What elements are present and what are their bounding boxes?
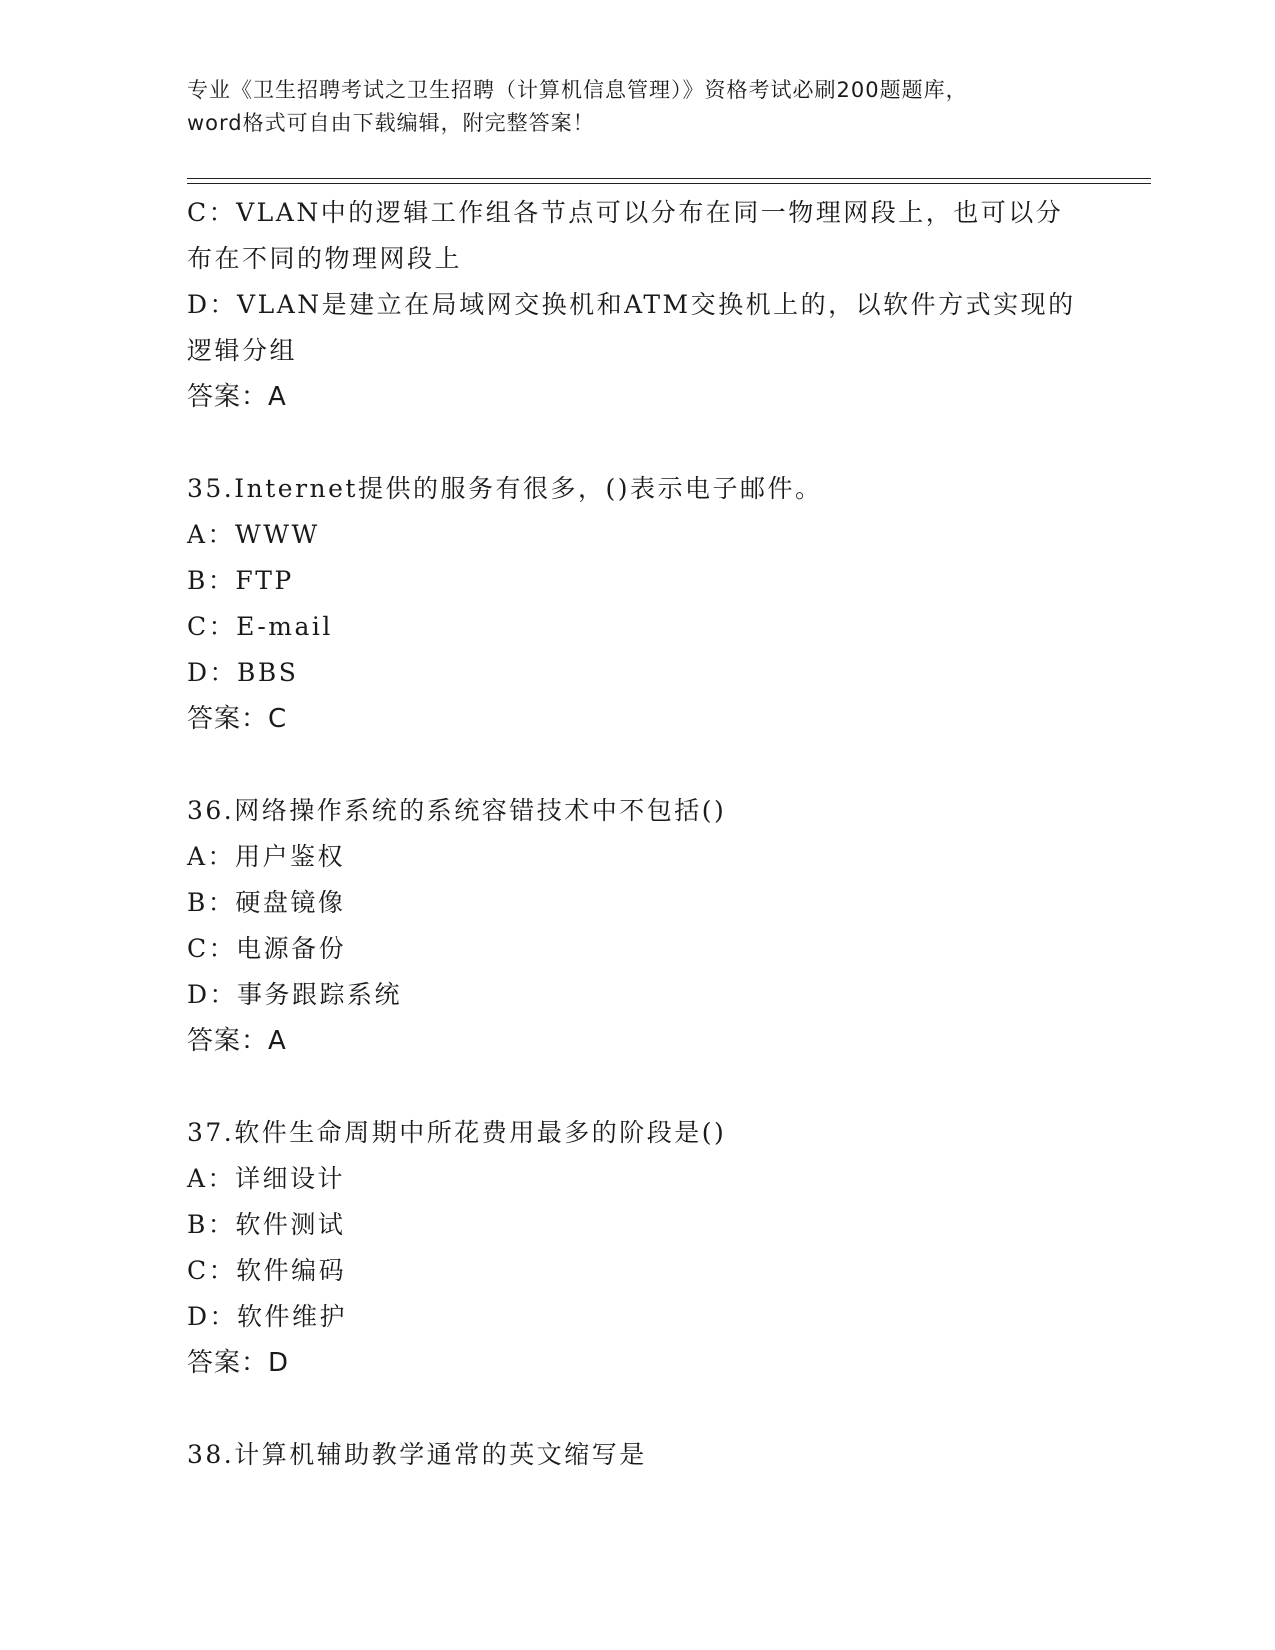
option-a: A：WWW [187, 520, 320, 549]
spacer [187, 420, 1087, 466]
question-36 [187, 788, 1087, 1064]
option-d: D：事务跟踪系统 [187, 980, 403, 1009]
option-d: D：BBS [187, 658, 299, 687]
question-stem: 37.软件生命周期中所花费用最多的阶段是() [187, 1118, 727, 1147]
header-divider-bottom [187, 183, 1151, 184]
question-35 [187, 466, 1087, 742]
question-stem: 38.计算机辅助教学通常的英文缩写是 [187, 1440, 647, 1469]
answer-line: 答案：A [187, 382, 287, 412]
document-body [187, 190, 1087, 1478]
option-d-wrap: 逻辑分组 [187, 336, 298, 365]
header-title-line-1: 专业《卫生招聘考试之卫生招聘（计算机信息管理）》资格考试必刷200题题库， [187, 78, 968, 102]
answer-line: 答案：D [187, 1348, 290, 1378]
option-c-wrap: 布在不同的物理网段上 [187, 244, 463, 273]
option-b: B：硬盘镜像 [187, 888, 346, 917]
option-b: B：FTP [187, 566, 294, 595]
spacer [187, 742, 1087, 788]
document-header [187, 74, 1087, 140]
option-c: C：软件编码 [187, 1256, 347, 1285]
question-38 [187, 1432, 1087, 1478]
question-stem: 35.Internet提供的服务有很多，()表示电子邮件。 [187, 474, 823, 503]
option-a: A：用户鉴权 [187, 842, 346, 871]
question-34-continuation [187, 190, 1087, 420]
option-d: D：软件维护 [187, 1302, 348, 1331]
spacer [187, 1386, 1087, 1432]
option-c: C：电源备份 [187, 934, 347, 963]
option-a: A：详细设计 [187, 1164, 346, 1193]
answer-line: 答案：C [187, 704, 288, 734]
header-title-line-2: word格式可自由下载编辑，附完整答案！ [187, 111, 595, 135]
question-37 [187, 1110, 1087, 1386]
option-c: C：E-mail [187, 612, 333, 641]
spacer [187, 1064, 1087, 1110]
option-d: D：VLAN是建立在局域网交换机和ATM交换机上的，以软件方式实现的 [187, 290, 1076, 319]
header-divider-top [187, 178, 1151, 179]
answer-line: 答案：A [187, 1026, 287, 1056]
option-b: B：软件测试 [187, 1210, 346, 1239]
question-stem: 36.网络操作系统的系统容错技术中不包括() [187, 796, 727, 825]
option-c: C：VLAN中的逻辑工作组各节点可以分布在同一物理网段上，也可以分 [187, 198, 1064, 227]
